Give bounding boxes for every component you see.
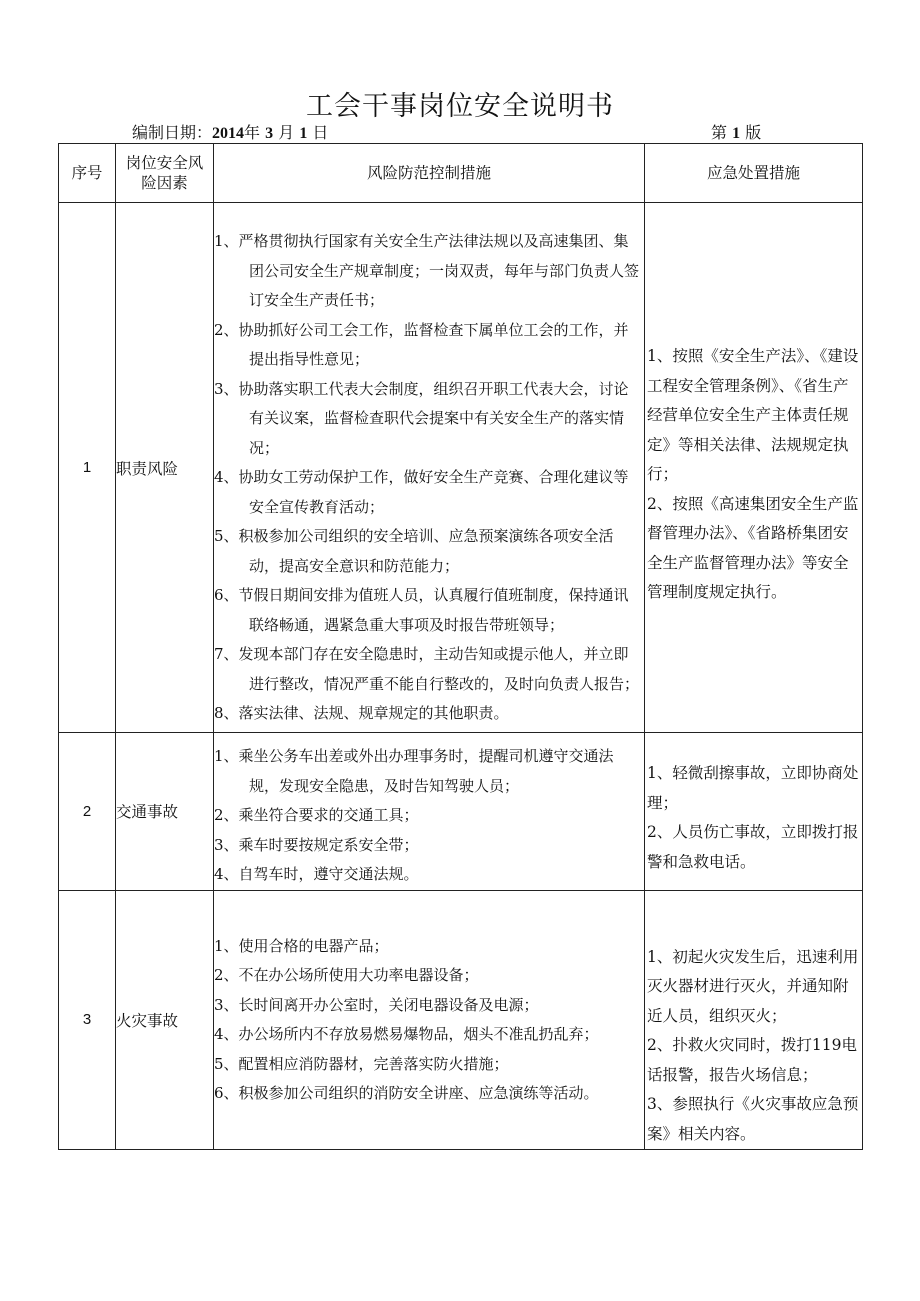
version — [711, 120, 761, 143]
measures-cell — [214, 890, 645, 1150]
date-year-unit: 年 — [244, 123, 261, 142]
date-day: 1 — [299, 125, 308, 142]
measures-list — [214, 227, 644, 729]
emergency-item: 2、人员伤亡事故，立即拨打报警和急救电话。 — [647, 823, 859, 871]
emergency-item: 1、初起火灾发生后，迅速利用灭火器材进行灭火，并通知附近人员，组织灭火； — [647, 947, 859, 1025]
measure-item: 3、乘车时要按规定系安全带； — [214, 835, 419, 854]
emergency-item: 3、参照执行《火灾事故应急预案》相关内容。 — [647, 1095, 859, 1143]
emergency-cell — [645, 733, 863, 891]
measure-item: 1、乘坐公务车出差或外出办理事务时，提醒司机遵守交通法规，发现安全隐患，及时告知驾驶人员； — [214, 747, 614, 795]
version-number: 1 — [732, 125, 741, 142]
version-suffix: 版 — [745, 123, 762, 142]
measure-item: 1、使用合格的电器产品； — [214, 936, 389, 955]
measure-item: 3、协助落实职工代表大会制度，组织召开职工代表大会，讨论有关议案，监督检查职代会提案中有关安全生产的落实情况； — [214, 379, 629, 457]
measure-item: 2、乘坐符合要求的交通工具； — [214, 806, 419, 824]
measure-item: 4、自驾车时，遵守交通法规。 — [214, 865, 419, 883]
measure-item: 6、节假日期间安排为值班人员，认真履行值班制度，保持通讯联络畅通，遇紧急重大事项及时报告带班领导； — [214, 586, 629, 634]
measure-item: 5、积极参加公司组织的安全培训、应急预案演练各项安全活动，提高安全意识和防范能力； — [214, 527, 614, 575]
table-row — [59, 890, 863, 1150]
measures-list — [214, 932, 644, 1109]
emergency-cell — [645, 890, 863, 1150]
header-risk-text: 岗位安全风险因素 — [125, 154, 204, 192]
measure-item: 7、发现本部门存在安全隐患时，主动告知或提示他人，并立即进行整改，情况严重不能自行整改的，及时向负责人报告； — [214, 645, 640, 693]
header-row — [59, 144, 863, 203]
emergency-item: 1、按照《安全生产法》、《建设工程安全管理条例》、《省生产经营单位安全生产主体责任规定》等相关法律、法规规定执行； — [647, 347, 859, 483]
safety-table — [58, 143, 863, 1150]
measure-item: 5、配置相应消防器材，完善落实防火措施； — [214, 1054, 509, 1073]
emergency-item: 2、扑救火灾同时，拨打119电话报警，报告火场信息； — [647, 1036, 857, 1084]
version-prefix: 第 — [711, 123, 728, 142]
emergency-text — [645, 759, 862, 877]
measure-item: 2、协助抓好公司工会工作，监督检查下属单位工会的工作，并提出指导性意见； — [214, 320, 629, 368]
emergency-item: 2、按照《高速集团安全生产监督管理办法》、《省路桥集团安全生产监督管理办法》等安全管理制度规定执行。 — [647, 494, 859, 601]
measure-item: 4、办公场所内不存放易燃易爆物品，烟头不准乱扔乱弃； — [214, 1025, 599, 1043]
measure-item: 6、积极参加公司组织的消防安全讲座、应急演练等活动。 — [214, 1084, 599, 1102]
emergency-cell — [645, 203, 863, 733]
date-year: 2014 — [212, 125, 245, 142]
measure-item: 3、长时间离开办公室时，关闭电器设备及电源； — [214, 995, 539, 1014]
emergency-text — [645, 943, 862, 1150]
table-row — [59, 733, 863, 891]
date-day-unit: 日 — [312, 123, 329, 142]
measure-item: 2、不在办公场所使用大功率电器设备； — [214, 966, 479, 984]
measure-item: 4、协助女工劳动保护工作，做好安全生产竞赛、合理化建议等安全宣传教育活动； — [214, 468, 629, 516]
measure-item: 1、严格贯彻执行国家有关安全生产法律法规以及高速集团、集团公司安全生产规章制度；一岗双责，每年与部门负责人签订安全生产责任书； — [214, 232, 640, 309]
measure-item: 8、落实法律、法规、规章规定的其他职责。 — [214, 704, 509, 722]
document-title: 工会干事岗位安全说明书 — [306, 91, 614, 122]
row-risk: 火灾事故 — [116, 890, 214, 1150]
emergency-text — [645, 342, 862, 608]
compile-date — [132, 120, 328, 143]
measures-list — [214, 742, 644, 890]
row-risk: 职责风险 — [116, 203, 214, 733]
header-measures: 风险防范控制措施 — [214, 144, 645, 203]
emergency-item: 1、轻微刮擦事故，立即协商处理； — [647, 764, 859, 812]
date-month: 3 — [265, 125, 274, 142]
row-num: 3 — [59, 890, 116, 1150]
header-emergency: 应急处置措施 — [645, 144, 863, 203]
row-risk: 交通事故 — [116, 733, 214, 891]
header-risk — [116, 144, 214, 203]
row-num: 2 — [59, 733, 116, 891]
measures-cell — [214, 203, 645, 733]
date-label: 编制日期： — [132, 123, 213, 142]
measures-cell — [214, 733, 645, 891]
row-num: 1 — [59, 203, 116, 733]
header-num: 序号 — [59, 144, 116, 203]
table-row — [59, 203, 863, 733]
date-month-unit: 月 — [278, 123, 295, 142]
